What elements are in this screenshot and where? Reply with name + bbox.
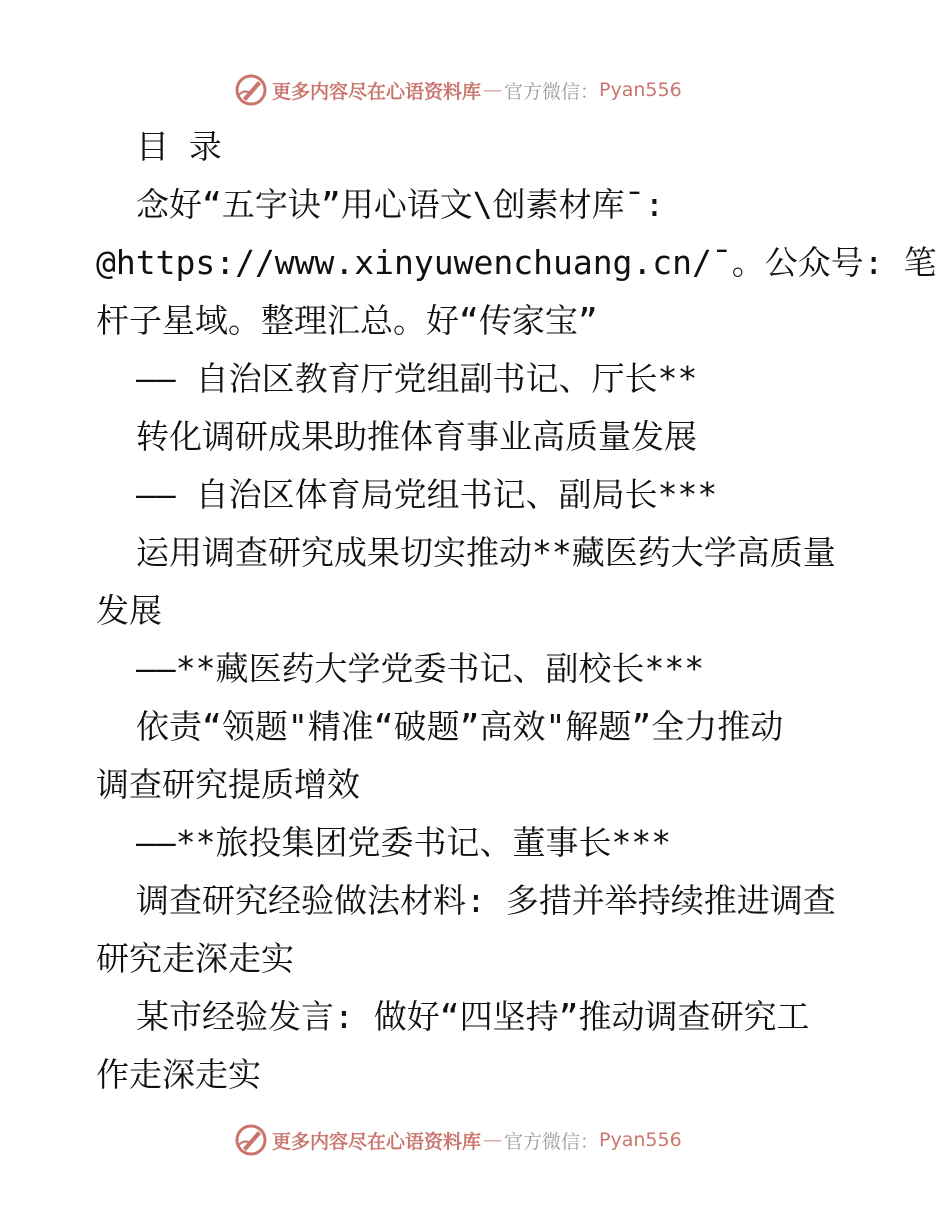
watermark-brand: 更多内容尽在心语资料库 [272, 1130, 482, 1153]
watermark-separator: — [483, 1129, 503, 1151]
toc-entry: 某市经验发言: 做好“四坚持”推动调查研究工 [136, 997, 810, 1036]
header-watermark [234, 72, 682, 108]
author-line: —— 自治区体育局党组书记、副局长*** [136, 475, 718, 514]
watermark-handle: Pyan556 [599, 1129, 682, 1151]
watermark-handle: Pyan556 [599, 79, 682, 101]
toc-entry-continued: 发展 [96, 591, 162, 630]
toc-heading: 目 录 [136, 127, 222, 166]
watermark-official-label: 官方微信： [504, 1130, 600, 1153]
watermark-separator: — [483, 79, 503, 101]
author-line: ——**藏医药大学党委书记、副校长*** [136, 649, 705, 688]
text-line: 念好“五字诀”用心语文\创素材库¯: [136, 185, 665, 224]
toc-entry-continued: 调查研究提质增效 [96, 765, 360, 804]
document-body [96, 118, 937, 1104]
quill-pen-logo-icon [234, 73, 268, 107]
toc-entry-continued: 作走深走实 [96, 1055, 261, 1094]
text-line: 杆子星域。整理汇总。好“传家宝” [96, 301, 598, 340]
quill-pen-logo-icon [234, 1123, 268, 1157]
toc-entry-continued: 研究走深走实 [96, 939, 294, 978]
text-line: @https://www.xinyuwenchuang.cn/¯。公众号: 笔 [96, 243, 937, 282]
author-line: —— 自治区教育厅党组副书记、厅长** [136, 359, 698, 398]
watermark-brand: 更多内容尽在心语资料库 [272, 80, 482, 103]
toc-entry: 调查研究经验做法材料: 多措并举持续推进调查 [136, 881, 836, 920]
toc-entry: 转化调研成果助推体育事业高质量发展 [136, 417, 697, 456]
footer-watermark [234, 1122, 682, 1158]
toc-entry: 运用调查研究成果切实推动**藏医药大学高质量 [136, 533, 836, 572]
watermark-official-label: 官方微信： [504, 80, 600, 103]
author-line: ——**旅投集团党委书记、董事长*** [136, 823, 672, 862]
toc-entry: 依责“领题"精准“破题”高效"解题”全力推动 [136, 707, 784, 746]
